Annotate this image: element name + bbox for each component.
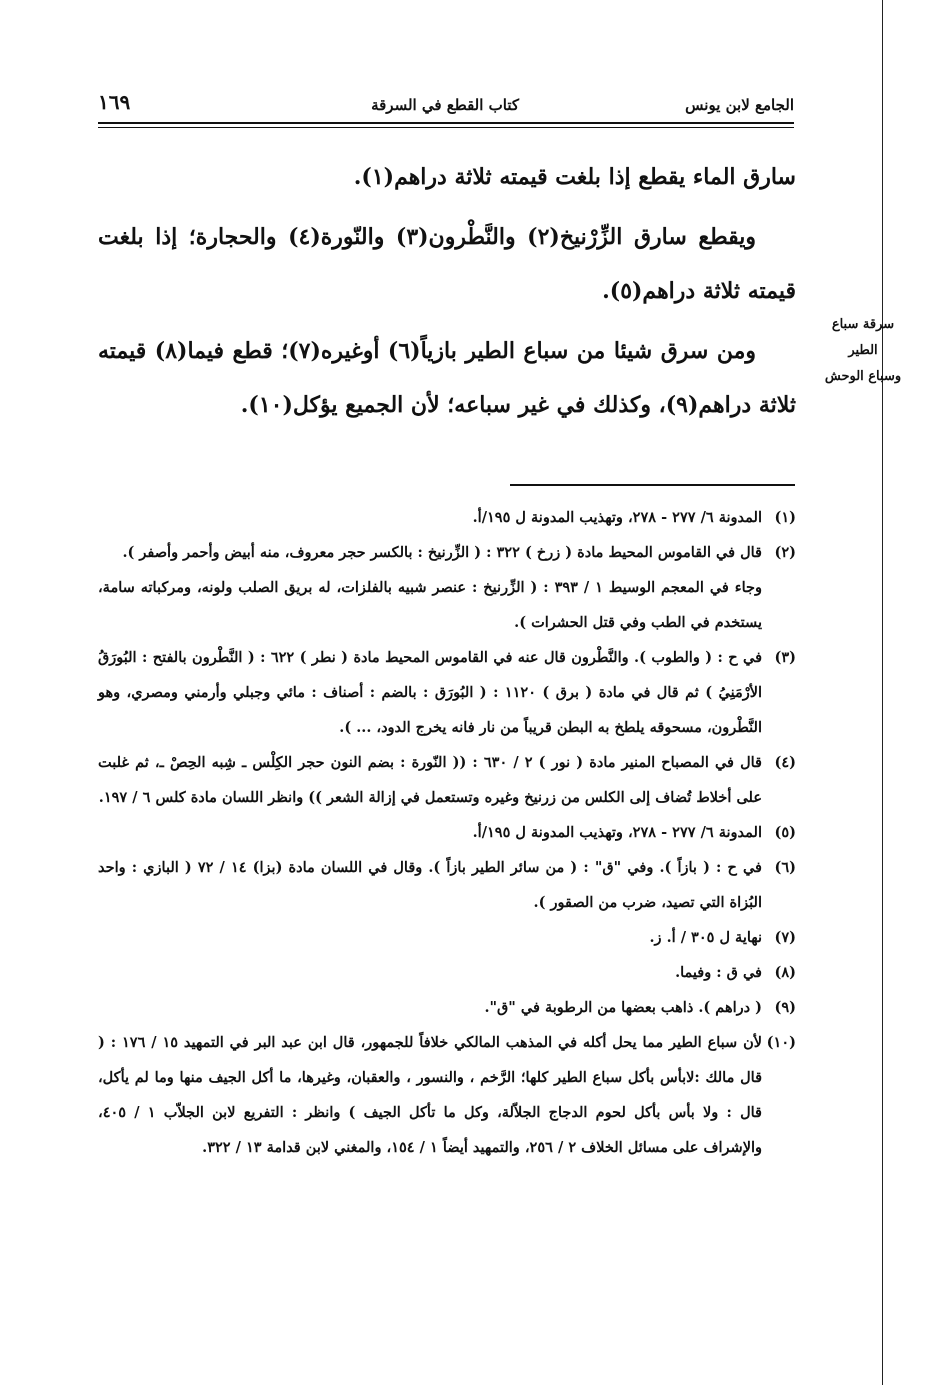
footnote-text: المدونة ٦/ ٢٧٧ - ٢٧٨، وتهذيب المدونة ل ١٩٥/أ. <box>472 824 762 841</box>
footnote-number: (١٠) <box>766 1034 796 1051</box>
header-rule <box>98 122 794 128</box>
footnote-text: في ح : ( بازاً ). وفي "ق" : ( من سائر الطير بازاً ). وقال في اللسان مادة (بزا) ١٤ / ٧٢ ( البازي : واحد البُزاة التي تصيد، ضرب من الصقور ). <box>98 859 762 911</box>
footnote-text: وجاء في المعجم الوسيط ١ / ٣٩٣ : ( الزِّرنيخ : عنصر شبيه بالفلزات، له بريق الصلب ولونه، ومركباته سامة، يستخدم في الطب وفي قتل الحشرات ). <box>98 579 762 631</box>
footnote <box>98 955 796 990</box>
footnote-number: (٩) <box>774 999 796 1016</box>
footnote-text: ( دراهم ). ذاهب بعضها من الرطوبة في "ق". <box>484 999 762 1016</box>
footnote-number: (٨) <box>774 964 796 981</box>
footnotes <box>98 500 796 1165</box>
footnote-text: في ح : ( والطوب ). والنَّطْرون قال عنه في القاموس المحيط مادة ( نطر ) ٦٢٢ : ( النَّطْرون بالفتح : البُورَقُ الأرْمَنِيُ ) ثم قال في مادة ( برق ) ١١٢٠ : ( البُورَق : بالضم : أصناف : مائي وجبلي وأرمني ومصري، وهو النَّطْرون، مسحوقه يلطخ به البطن قريباً من نار فانه يخرج الدود، ... ). <box>98 649 763 736</box>
footnote-text: قال في القاموس المحيط مادة ( زرخ ) ٣٢٢ : ( الزِّرنيخ : بالكسر حجر معروف، منه أبيض وأحمر وأصفر ). <box>122 544 762 561</box>
margin-note <box>818 312 908 390</box>
footnote-number: (٦) <box>774 859 796 876</box>
page-number: ١٦٩ <box>98 90 131 114</box>
footnote <box>98 535 796 570</box>
footnote <box>98 500 796 535</box>
footnote <box>98 815 796 850</box>
footnote-number: (٢) <box>774 544 796 561</box>
main-text <box>98 150 796 432</box>
paragraph: ويقطع سارق الزِّرْنيخ(٢) والنَّطْرون(٣) والنّورة(٤) والحجارة؛ إذا بلغت قيمته ثلاثة دراهم(٥). <box>98 224 796 304</box>
footnote <box>98 920 796 955</box>
footnote-text: المدونة ٦/ ٢٧٧ - ٢٧٨، وتهذيب المدونة ل ١٩٥/أ. <box>472 509 762 526</box>
footnote <box>98 570 796 640</box>
margin-note-line: سرقة سباع الطير <box>831 317 895 358</box>
footnote-number: (٥) <box>774 824 796 841</box>
footnote-number: (٤) <box>774 754 796 771</box>
footnote-number: (١) <box>774 509 796 526</box>
running-header <box>98 90 794 120</box>
footnote-number: (٧) <box>774 929 796 946</box>
book-title: الجامع لابن يونس <box>685 96 794 114</box>
chapter-title: كتاب القطع في السرقة <box>371 96 519 114</box>
footnote-text: لأن سباع الطير مما يحل أكله في المذهب المالكي خلافاً للجمهور، قال ابن عبد البر في التمهيد ١٥ / ١٧٦ : ( قال مالك :لابأس بأكل سباع الطير كلها؛ الرَّخم ، والنسور ، والعقبان، وغيرها، ما أكل الجيف منها وما لم يأكل، قال : ولا بأس بأكل لحوم الدجاج الجلاّلة، وكل ما تأكل الجيف ) وانظر : التفريع لابن الجلاّب ١ / ٤٠٥، والإشراف على مسائل الخلاف ٢ / ٢٥٦، والتمهيد أيضاً ١ / ١٥٤، والمغني لابن قدامة ١٣ / ٣٢٢. <box>98 1034 762 1156</box>
footnote <box>98 850 796 920</box>
footnote-text: قال في المصباح المنير مادة ( نور ) ٢ / ٦٣٠ : (( النّورة : بضم النون حجر الكِلْس ـ شِبه الحِصْ ـ، ثم غلبت على أخلاط تُضاف إلى الكلس من زرنيخ وغيره وتستعمل في إزالة الشعر )) وانظر اللسان مادة كلس ٦ / ١٩٧. <box>98 754 762 806</box>
paragraph: سارق الماء يقطع إذا بلغت قيمته ثلاثة دراهم(١). <box>353 164 796 190</box>
paragraph: ومن سرق شيئا من سباع الطير بازياً(٦) أوغيره(٧)؛ قطع فيما(٨) قيمته ثلاثة دراهم(٩)، وكذلك في غير سباعه؛ لأن الجميع يؤكل(١٠). <box>98 338 796 418</box>
footnote-number: (٣) <box>774 649 796 666</box>
margin-note-line: وسباع الوحش <box>824 369 902 384</box>
footnote <box>98 990 796 1025</box>
footnote-separator <box>510 484 795 486</box>
footnote-text: في ق : وفيما. <box>675 964 762 981</box>
footnote-text: نهاية ل ٣٠٥ / أ. ز. <box>649 929 762 946</box>
footnote <box>98 745 796 815</box>
footnote <box>98 640 796 745</box>
footnote <box>98 1025 796 1165</box>
margin-line <box>882 0 883 1385</box>
